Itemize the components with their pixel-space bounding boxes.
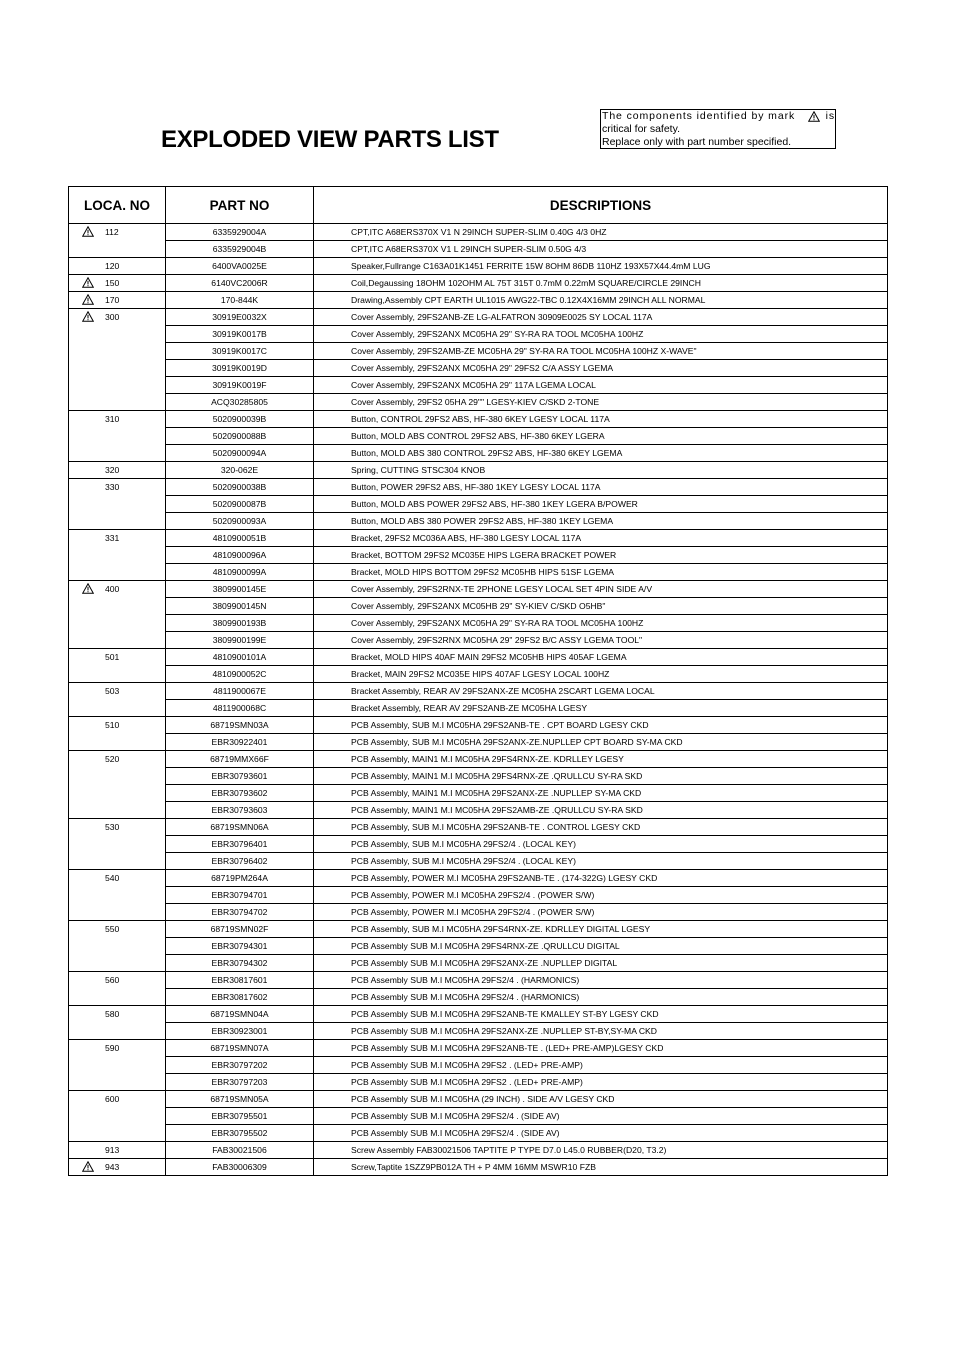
table-row: [69, 462, 888, 479]
description-cell: PCB Assembly, POWER M.I MC05HA 29FS2ANB-TE . (174-322G) LGESY CKD: [314, 870, 888, 887]
table-row: [69, 989, 888, 1006]
part-no-cell: 6335929004B: [166, 241, 314, 258]
description-cell: Bracket, MOLD HIPS 40AF MAIN 29FS2 MC05HB HIPS 405AF LGEMA: [314, 649, 888, 666]
loca-no: 150: [105, 278, 120, 288]
description-cell: PCB Assembly, SUB M.I MC05HA 29FS2/4 . (LOCAL KEY): [314, 853, 888, 870]
description-cell: Button, MOLD ABS 380 CONTROL 29FS2 ABS, HF-380 6KEY LGEMA: [314, 445, 888, 462]
table-row: [69, 887, 888, 904]
table-row: [69, 241, 888, 258]
table-row: [69, 258, 888, 275]
loca-no: 310: [105, 414, 120, 424]
part-no-cell: 5020900038B: [166, 479, 314, 496]
description-cell: Cover Assembly, 29FS2AMB-ZE MC05HA 29" SY-RA RA TOOL MC05HA 100HZ X-WAVE": [314, 343, 888, 360]
part-no-cell: 4810900096A: [166, 547, 314, 564]
part-no-cell: 68719SMN03A: [166, 717, 314, 734]
loca-no: 580: [105, 1009, 120, 1019]
table-row: [69, 632, 888, 649]
table-row: [69, 768, 888, 785]
table-row: [69, 224, 888, 241]
table-row: [69, 1125, 888, 1142]
loca-no: 503: [105, 686, 120, 696]
table-row: [69, 1091, 888, 1108]
table-row: [69, 615, 888, 632]
table-row: [69, 598, 888, 615]
description-cell: PCB Assembly SUB M.I MC05HA (29 INCH) . SIDE A/V LGESY CKD: [314, 1091, 888, 1108]
description-cell: Drawing,Assembly CPT EARTH UL1015 AWG22-TBC 0.12X4X16MM 29INCH ALL NORMAL: [314, 292, 888, 309]
part-no-cell: 68719SMN04A: [166, 1006, 314, 1023]
part-no-cell: 6335929004A: [166, 224, 314, 241]
loca-no: 120: [105, 261, 120, 271]
loca-no: 510: [105, 720, 120, 730]
description-cell: Bracket, MOLD HIPS BOTTOM 29FS2 MC05HB HIPS 51SF LGEMA: [314, 564, 888, 581]
part-no-cell: EBR30922401: [166, 734, 314, 751]
description-cell: Cover Assembly, 29FS2ANX MC05HB 29" SY-KIEV C/SKD O5HB": [314, 598, 888, 615]
description-cell: PCB Assembly, SUB M.I MC05HA 29FS2ANX-ZE.NUPLLEP CPT BOARD SY-MA CKD: [314, 734, 888, 751]
loca-no: 330: [105, 482, 120, 492]
part-no-cell: EBR30794702: [166, 904, 314, 921]
warning-triangle-icon: [82, 1161, 94, 1172]
description-cell: Button, MOLD ABS 380 POWER 29FS2 ABS, HF-380 1KEY LGEMA: [314, 513, 888, 530]
safety-note-text-before: The components identified by mark: [602, 110, 796, 122]
table-row: [69, 309, 888, 326]
part-no-cell: 5020900087B: [166, 496, 314, 513]
loca-no: 170: [105, 295, 120, 305]
description-cell: PCB Assembly SUB M.I MC05HA 29FS2/4 . (HARMONICS): [314, 972, 888, 989]
table-row: [69, 394, 888, 411]
part-no-cell: EBR30794301: [166, 938, 314, 955]
loca-no-cell: [69, 921, 166, 972]
description-cell: CPT,ITC A68ERS370X V1 L 29INCH SUPER-SLIM 0.50G 4/3: [314, 241, 888, 258]
warning-triangle-icon: [82, 277, 94, 288]
description-cell: PCB Assembly, SUB M.I MC05HA 29FS4RNX-ZE. KDRLLEY DIGITAL LGESY: [314, 921, 888, 938]
description-cell: PCB Assembly SUB M.I MC05HA 29FS4RNX-ZE .QRULLCU DIGITAL: [314, 938, 888, 955]
description-cell: Button, MOLD ABS CONTROL 29FS2 ABS, HF-380 6KEY LGERA: [314, 428, 888, 445]
part-no-cell: 68719MMX66F: [166, 751, 314, 768]
loca-no: 501: [105, 652, 120, 662]
description-cell: CPT,ITC A68ERS370X V1 N 29INCH SUPER-SLIM 0.40G 4/3 0HZ: [314, 224, 888, 241]
description-cell: Cover Assembly, 29FS2ANX MC05HA 29" 117A LGEMA LOCAL: [314, 377, 888, 394]
part-no-cell: EBR30793603: [166, 802, 314, 819]
table-row: [69, 870, 888, 887]
part-no-cell: 4810900101A: [166, 649, 314, 666]
description-cell: Button, MOLD ABS POWER 29FS2 ABS, HF-380 1KEY LGERA B/POWER: [314, 496, 888, 513]
description-cell: PCB Assembly SUB M.I MC05HA 29FS2 . (LED+ PRE-AMP): [314, 1057, 888, 1074]
description-cell: PCB Assembly SUB M.I MC05HA 29FS2ANB-TE . (LED+ PRE-AMP)LGESY CKD: [314, 1040, 888, 1057]
description-cell: PCB Assembly, MAIN1 M.I MC05HA 29FS4RNX-ZE. KDRLLEY LGESY: [314, 751, 888, 768]
description-cell: Coil,Degaussing 18OHM 102OHM AL 75T 315T 0.7mM 0.22mM SQUARE/CIRCLE 29INCH: [314, 275, 888, 292]
part-no-cell: EBR30796401: [166, 836, 314, 853]
part-no-cell: 3809900193B: [166, 615, 314, 632]
description-cell: Cover Assembly, 29FS2ANB-ZE LG-ALFATRON 30909E0025 SY LOCAL 117A: [314, 309, 888, 326]
part-no-cell: 170-844K: [166, 292, 314, 309]
loca-no-cell: [69, 1006, 166, 1040]
loca-no-cell: [69, 870, 166, 921]
loca-no-cell: [69, 1142, 166, 1159]
loca-no: 913: [105, 1145, 120, 1155]
part-no-cell: 30919E0032X: [166, 309, 314, 326]
part-no-cell: 4811900067E: [166, 683, 314, 700]
table-row: [69, 700, 888, 717]
loca-no-cell: [69, 462, 166, 479]
loca-no-cell: [69, 275, 166, 292]
table-row: [69, 411, 888, 428]
description-cell: PCB Assembly SUB M.I MC05HA 29FS2/4 . (SIDE AV): [314, 1108, 888, 1125]
loca-no: 112: [105, 227, 119, 237]
part-no-cell: EBR30796402: [166, 853, 314, 870]
description-cell: Spring, CUTTING STSC304 KNOB: [314, 462, 888, 479]
loca-no-cell: [69, 1091, 166, 1142]
part-no-cell: 4811900068C: [166, 700, 314, 717]
description-cell: Cover Assembly, 29FS2ANX MC05HA 29" 29FS2 C/A ASSY LGEMA: [314, 360, 888, 377]
table-row: [69, 275, 888, 292]
description-cell: Speaker,Fullrange C163A01K1451 FERRITE 15W 8OHM 86DB 110HZ 193X57X44.4mM LUG: [314, 258, 888, 275]
description-cell: Cover Assembly, 29FS2ANX MC05HA 29" SY-RA RA TOOL MC05HA 100HZ: [314, 326, 888, 343]
table-row: [69, 683, 888, 700]
part-no-cell: 6400VA0025E: [166, 258, 314, 275]
description-cell: PCB Assembly, SUB M.I MC05HA 29FS2/4 . (LOCAL KEY): [314, 836, 888, 853]
loca-no: 320: [105, 465, 120, 475]
table-row: [69, 496, 888, 513]
description-cell: Bracket, 29FS2 MC036A ABS, HF-380 LGESY LOCAL 117A: [314, 530, 888, 547]
description-cell: Bracket, MAIN 29FS2 MC035E HIPS 407AF LGESY LOCAL 100HZ: [314, 666, 888, 683]
part-no-cell: 68719SMN06A: [166, 819, 314, 836]
table-row: [69, 292, 888, 309]
loca-no-cell: [69, 479, 166, 530]
description-cell: Button, POWER 29FS2 ABS, HF-380 1KEY LGESY LOCAL 117A: [314, 479, 888, 496]
part-no-cell: 5020900094A: [166, 445, 314, 462]
loca-no-cell: [69, 224, 166, 258]
table-row: [69, 802, 888, 819]
description-cell: Bracket Assembly, REAR AV 29FS2ANX-ZE MC05HA 2SCART LGEMA LOCAL: [314, 683, 888, 700]
table-row: [69, 853, 888, 870]
description-cell: PCB Assembly, MAIN1 M.I MC05HA 29FS4RNX-ZE .QRULLCU SY-RA SKD: [314, 768, 888, 785]
table-row: [69, 649, 888, 666]
table-row: [69, 326, 888, 343]
table-row: [69, 445, 888, 462]
loca-no: 600: [105, 1094, 120, 1104]
table-row: [69, 921, 888, 938]
part-no-cell: EBR30817601: [166, 972, 314, 989]
parts-table-body: [69, 224, 888, 1176]
header-part-no: PART NO: [166, 187, 314, 224]
part-no-cell: 30919K0017B: [166, 326, 314, 343]
description-cell: PCB Assembly SUB M.I MC05HA 29FS2 . (LED+ PRE-AMP): [314, 1074, 888, 1091]
loca-no-cell: [69, 972, 166, 1006]
part-no-cell: 3809900199E: [166, 632, 314, 649]
table-row: [69, 343, 888, 360]
part-no-cell: ACQ30285805: [166, 394, 314, 411]
loca-no-cell: [69, 581, 166, 649]
table-row: [69, 1040, 888, 1057]
warning-triangle-icon: [82, 294, 94, 305]
description-cell: Button, CONTROL 29FS2 ABS, HF-380 6KEY LGESY LOCAL 117A: [314, 411, 888, 428]
table-row: [69, 1057, 888, 1074]
table-row: [69, 479, 888, 496]
part-no-cell: EBR30795501: [166, 1108, 314, 1125]
table-row: [69, 819, 888, 836]
loca-no-cell: [69, 1159, 166, 1176]
loca-no: 331: [105, 533, 120, 543]
loca-no: 560: [105, 975, 120, 985]
part-no-cell: FAB30021506: [166, 1142, 314, 1159]
table-row: [69, 955, 888, 972]
description-cell: PCB Assembly, POWER M.I MC05HA 29FS2/4 . (POWER S/W): [314, 887, 888, 904]
part-no-cell: EBR30793601: [166, 768, 314, 785]
loca-no-cell: [69, 309, 166, 411]
loca-no-cell: [69, 649, 166, 683]
header-loca-no: LOCA. NO: [69, 187, 166, 224]
table-row: [69, 513, 888, 530]
parts-table: [68, 186, 888, 1176]
part-no-cell: EBR30797202: [166, 1057, 314, 1074]
part-no-cell: 320-062E: [166, 462, 314, 479]
part-no-cell: EBR30795502: [166, 1125, 314, 1142]
loca-no: 530: [105, 822, 120, 832]
table-row: [69, 785, 888, 802]
loca-no: 943: [105, 1162, 120, 1172]
part-no-cell: EBR30923001: [166, 1023, 314, 1040]
safety-note-line2: critical for safety.: [602, 123, 680, 135]
description-cell: PCB Assembly, MAIN1 M.I MC05HA 29FS2ANX-ZE .NUPLLEP SY-MA CKD: [314, 785, 888, 802]
table-row: [69, 972, 888, 989]
loca-no: 300: [105, 312, 120, 322]
loca-no: 520: [105, 754, 120, 764]
table-row: [69, 904, 888, 921]
part-no-cell: 68719PM264A: [166, 870, 314, 887]
table-row: [69, 751, 888, 768]
warning-triangle-icon: [82, 226, 94, 237]
part-no-cell: 68719SMN02F: [166, 921, 314, 938]
table-row: [69, 1074, 888, 1091]
description-cell: Screw Assembly FAB30021506 TAPTITE P TYPE D7.0 L45.0 RUBBER(D20, T3.2): [314, 1142, 888, 1159]
part-no-cell: EBR30817602: [166, 989, 314, 1006]
safety-note-line1: [602, 110, 835, 123]
table-row: [69, 547, 888, 564]
table-row: [69, 360, 888, 377]
table-row: [69, 666, 888, 683]
description-cell: PCB Assembly SUB M.I MC05HA 29FS2ANX-ZE .NUPLLEP DIGITAL: [314, 955, 888, 972]
table-row: [69, 1142, 888, 1159]
part-no-cell: EBR30793602: [166, 785, 314, 802]
loca-no-cell: [69, 717, 166, 751]
description-cell: PCB Assembly, SUB M.I MC05HA 29FS2ANB-TE . CPT BOARD LGESY CKD: [314, 717, 888, 734]
safety-note-text-after: is: [825, 110, 835, 122]
description-cell: PCB Assembly, MAIN1 M.I MC05HA 29FS2AMB-ZE .QRULLCU SY-RA SKD: [314, 802, 888, 819]
description-cell: Bracket Assembly, REAR AV 29FS2ANB-ZE MC05HA LGESY: [314, 700, 888, 717]
table-row: [69, 717, 888, 734]
description-cell: Bracket, BOTTOM 29FS2 MC035E HIPS LGERA BRACKET POWER: [314, 547, 888, 564]
table-row: [69, 581, 888, 598]
description-cell: Cover Assembly, 29FS2RNX MC05HA 29" 29FS2 B/C ASSY LGEMA TOOL": [314, 632, 888, 649]
part-no-cell: FAB30006309: [166, 1159, 314, 1176]
loca-no: 590: [105, 1043, 120, 1053]
part-no-cell: 5020900088B: [166, 428, 314, 445]
table-row: [69, 530, 888, 547]
part-no-cell: 30919K0019D: [166, 360, 314, 377]
table-row: [69, 428, 888, 445]
loca-no-cell: [69, 258, 166, 275]
loca-no: 540: [105, 873, 120, 883]
part-no-cell: 30919K0019F: [166, 377, 314, 394]
table-row: [69, 1159, 888, 1176]
warning-triangle-icon: [82, 311, 94, 322]
description-cell: Cover Assembly, 29FS2 05HA 29"" LGESY-KIEV C/SKD 2-TONE: [314, 394, 888, 411]
part-no-cell: EBR30794701: [166, 887, 314, 904]
loca-no: 550: [105, 924, 120, 934]
loca-no-cell: [69, 751, 166, 819]
loca-no-cell: [69, 411, 166, 462]
table-row: [69, 734, 888, 751]
part-no-cell: 68719SMN07A: [166, 1040, 314, 1057]
loca-no-cell: [69, 683, 166, 717]
part-no-cell: 6140VC2006R: [166, 275, 314, 292]
description-cell: PCB Assembly SUB M.I MC05HA 29FS2/4 . (HARMONICS): [314, 989, 888, 1006]
part-no-cell: EBR30794302: [166, 955, 314, 972]
part-no-cell: 3809900145E: [166, 581, 314, 598]
safety-note: [600, 109, 836, 149]
warning-triangle-icon: [808, 111, 820, 122]
description-cell: Cover Assembly, 29FS2ANX MC05HA 29" SY-RA RA TOOL MC05HA 100HZ: [314, 615, 888, 632]
table-header-row: [69, 187, 888, 224]
safety-note-line3: Replace only with part number specified.: [602, 136, 792, 148]
table-row: [69, 1006, 888, 1023]
loca-no-cell: [69, 530, 166, 581]
warning-triangle-icon: [82, 583, 94, 594]
loca-no: 400: [105, 584, 120, 594]
part-no-cell: 3809900145N: [166, 598, 314, 615]
part-no-cell: 5020900093A: [166, 513, 314, 530]
loca-no-cell: [69, 292, 166, 309]
table-row: [69, 377, 888, 394]
part-no-cell: 4810900051B: [166, 530, 314, 547]
table-row: [69, 564, 888, 581]
description-cell: PCB Assembly, SUB M.I MC05HA 29FS2ANB-TE . CONTROL LGESY CKD: [314, 819, 888, 836]
description-cell: PCB Assembly SUB M.I MC05HA 29FS2ANX-ZE .NUPLLEP ST-BY,SY-MA CKD: [314, 1023, 888, 1040]
part-no-cell: 30919K0017C: [166, 343, 314, 360]
description-cell: Screw,Taptite 1SZZ9PB012A TH + P 4MM 16MM MSWR10 FZB: [314, 1159, 888, 1176]
table-row: [69, 1108, 888, 1125]
part-no-cell: EBR30797203: [166, 1074, 314, 1091]
description-cell: PCB Assembly, POWER M.I MC05HA 29FS2/4 . (POWER S/W): [314, 904, 888, 921]
part-no-cell: 4810900099A: [166, 564, 314, 581]
part-no-cell: 5020900039B: [166, 411, 314, 428]
loca-no-cell: [69, 819, 166, 870]
table-row: [69, 1023, 888, 1040]
part-no-cell: 4810900052C: [166, 666, 314, 683]
loca-no-cell: [69, 1040, 166, 1091]
table-row: [69, 938, 888, 955]
description-cell: PCB Assembly SUB M.I MC05HA 29FS2/4 . (SIDE AV): [314, 1125, 888, 1142]
part-no-cell: 68719SMN05A: [166, 1091, 314, 1108]
header-descriptions: DESCRIPTIONS: [314, 187, 888, 224]
description-cell: PCB Assembly SUB M.I MC05HA 29FS2ANB-TE KMALLEY ST-BY LGESY CKD: [314, 1006, 888, 1023]
description-cell: Cover Assembly, 29FS2RNX-TE 2PHONE LGESY LOCAL SET 4PIN SIDE A/V: [314, 581, 888, 598]
page-title: EXPLODED VIEW PARTS LIST: [161, 126, 499, 153]
table-row: [69, 836, 888, 853]
